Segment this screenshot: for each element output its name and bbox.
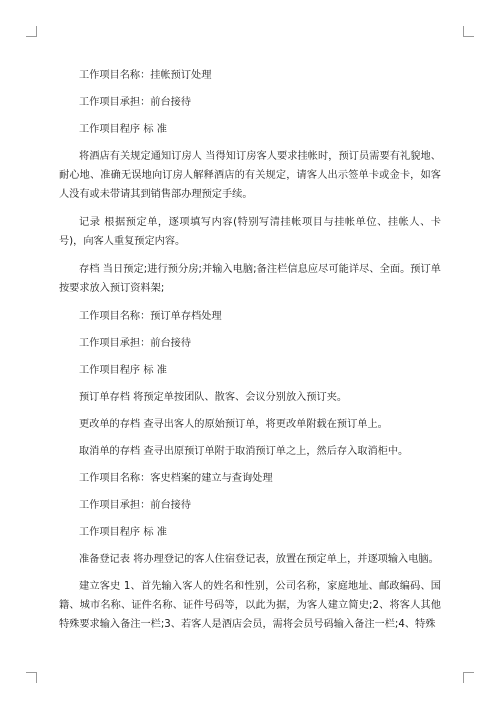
crop-mark-bottom-left <box>26 672 37 683</box>
paragraph: 工作项目名称：挂帐预订处理 <box>79 70 212 81</box>
crop-mark-bottom-right <box>463 672 474 683</box>
crop-mark-top-left <box>26 26 37 37</box>
paragraph: 工作项目承担：前台接待 <box>79 500 192 511</box>
paragraph: 将酒店有关规定通知订房人 当得知订房客人要求挂帐时，预订员需要有礼貌地、耐心地、准确无误地向订房人解释酒店的有关规定，请客人出示签单卡或金卡，如客人没有或未带请其到销售部办理预定手续。 <box>59 151 441 200</box>
paragraph: 存档 当日预定;进行预分房;并输入电脑;备注栏信息应尽可能详尽、全面。预订单按要求放入预订资料架; <box>59 264 441 294</box>
paragraph: 工作项目承担：前台接待 <box>79 338 192 349</box>
paragraph: 取消单的存档 查寻出原预订单附于取消预订单之上，然后存入取消柜中。 <box>79 446 409 457</box>
paragraph: 建立客史 1、首先输入客人的姓名和性别，公司名称，家庭地址、邮政编码、国籍、城市名称、证件名称、证件号码等，以此为据，为客人建立简史;2、将客人其他特殊要求输入备注一栏;3、若客人是酒店会员，需将会员号码输入备注一栏;4、特殊 <box>59 581 441 630</box>
paragraph: 工作项目程序 标 准 <box>79 124 167 135</box>
crop-mark-top-right <box>463 26 474 37</box>
paragraph: 工作项目程序 标 准 <box>79 365 167 376</box>
paragraph: 工作项目承担：前台接待 <box>79 97 192 108</box>
paragraph: 工作项目名称：客史档案的建立与查询处理 <box>79 473 273 484</box>
paragraph: 更改单的存档 查寻出客人的原始预订单，将更改单附载在预订单上。 <box>79 419 388 430</box>
document-body <box>59 66 441 643</box>
paragraph: 工作项目程序 标 准 <box>79 527 167 538</box>
paragraph: 记录 根据预定单，逐项填写内容(特别写清挂帐项目与挂帐单位、挂帐人、卡号)，向客人重复预定内容。 <box>59 217 441 247</box>
paragraph: 准备登记表 将办理登记的客人住宿登记表，放置在预定单上，并逐项输入电脑。 <box>79 554 439 565</box>
paragraph: 预订单存档 将预定单按团队、散客、会议分别放入预订夹。 <box>79 392 348 403</box>
paragraph: 工作项目名称：预订单存档处理 <box>79 311 222 322</box>
